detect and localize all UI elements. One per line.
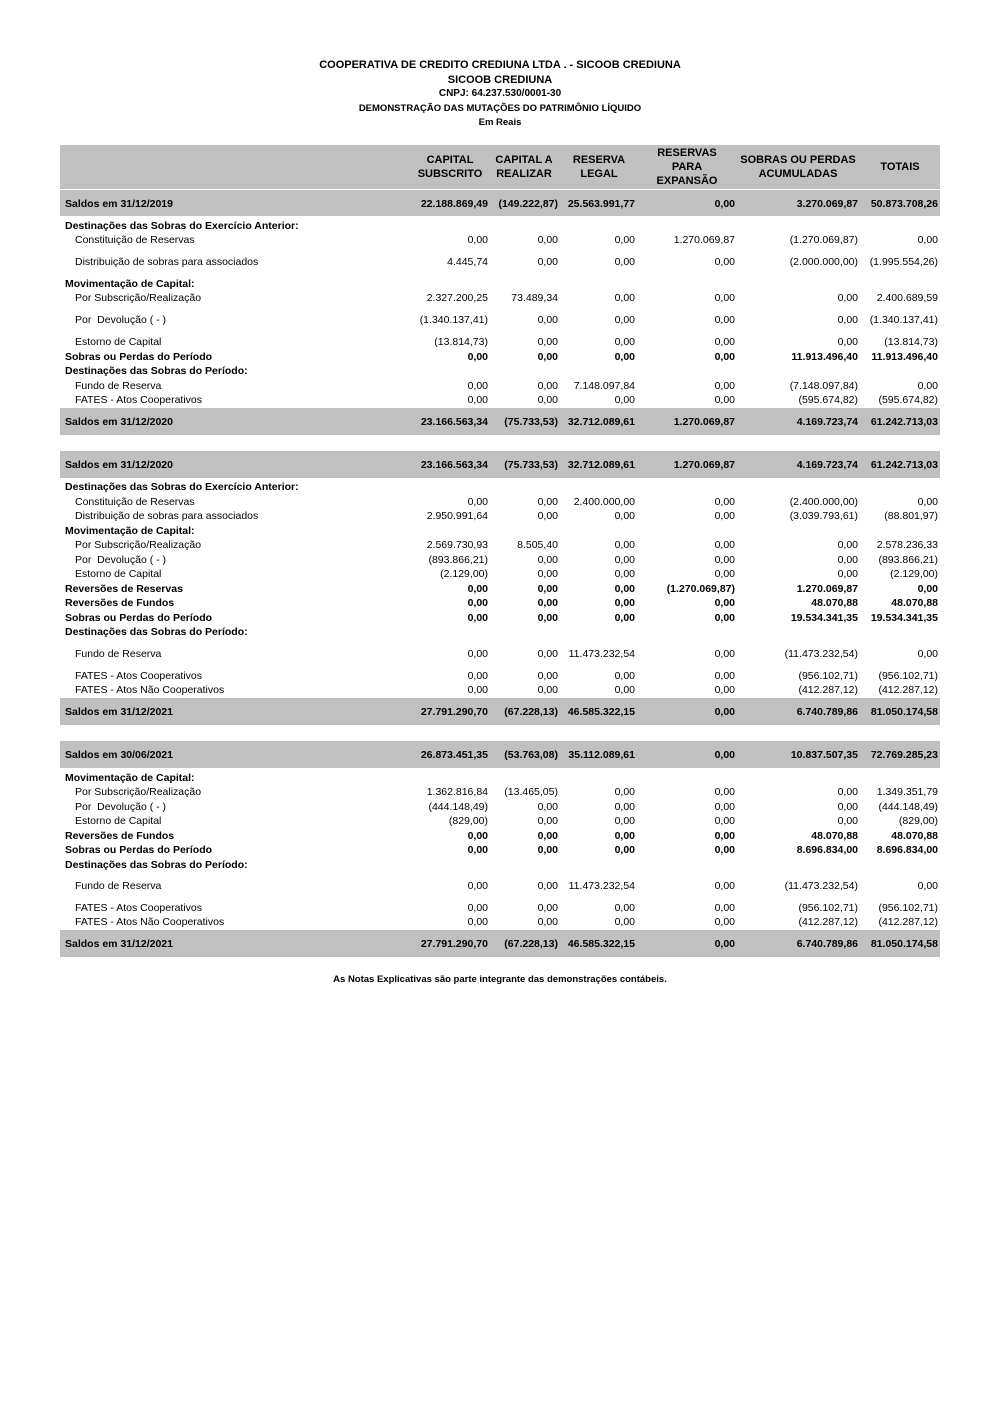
cell-totais: 0,00 [917,648,938,660]
cell-totais: 2.400.689,59 [876,292,938,304]
cell-reservas-expansao: 0,00 [714,394,735,406]
cell-capital-a-realizar: (13.465,05) [504,786,558,798]
row-label: Destinações das Sobras do Exercício Anterior: [65,220,299,232]
cell-sobras-perdas: 0,00 [837,292,858,304]
cell-reservas-expansao: 0,00 [714,902,735,914]
row-label: Saldos em 31/12/2020 [65,459,173,471]
cell-reserva-legal: 0,00 [614,510,635,522]
row-label: Fundo de Reserva [75,648,162,660]
row-label: Por Devolução ( - ) [75,314,167,326]
cell-capital-a-realizar: 0,00 [537,234,558,246]
cell-reservas-expansao: 0,00 [714,380,735,392]
cell-reservas-expansao: 0,00 [714,496,735,508]
cell-totais: (1.340.137,41) [869,314,938,326]
cell-reservas-expansao: 0,00 [714,916,735,928]
row-label: Movimentação de Capital: [65,525,195,537]
cell-totais: 19.534.341,35 [870,612,938,624]
cell-reservas-expansao: (1.270.069,87) [666,583,735,595]
cell-reservas-expansao: 0,00 [714,815,735,827]
cell-reserva-legal: 32.712.089,61 [567,416,635,428]
cell-reserva-legal: 11.473.232,54 [568,880,635,892]
col-capital-a-realizar-line2: REALIZAR [496,168,552,180]
cell-capital-a-realizar: 0,00 [537,496,558,508]
cell-reserva-legal: 0,00 [614,394,635,406]
row-label: Destinações das Sobras do Período: [65,365,248,377]
cell-capital-subscrito: 23.166.563,34 [420,459,488,471]
row-label: Por Devolução ( - ) [75,554,167,566]
cell-totais: 1.349.351,79 [876,786,938,798]
cell-sobras-perdas: (595.674,82) [798,394,858,406]
cell-reserva-legal: 0,00 [614,314,635,326]
cell-reservas-expansao: 0,00 [714,539,735,551]
cell-sobras-perdas: 1.270.069,87 [796,583,858,595]
cell-capital-a-realizar: (67.228,13) [504,706,558,718]
col-capital-subscrito [412,153,488,181]
cell-sobras-perdas: 0,00 [837,336,858,348]
cell-reserva-legal: 0,00 [614,786,635,798]
row-label: FATES - Atos Não Cooperativos [75,684,225,696]
cell-sobras-perdas: (412.287,12) [798,684,858,696]
cell-sobras-perdas: 11.913.496,40 [791,351,858,363]
cell-reserva-legal: 7.148.097,84 [573,380,635,392]
cell-reservas-expansao: 0,00 [714,351,735,363]
cell-sobras-perdas: 48.070,88 [811,597,858,609]
cell-reservas-expansao: 0,00 [714,801,735,813]
cell-totais: 0,00 [917,380,938,392]
cell-reserva-legal: 46.585.322,15 [567,938,635,950]
cell-capital-subscrito: 0,00 [467,916,488,928]
cell-sobras-perdas: 0,00 [837,314,858,326]
cell-reservas-expansao: 0,00 [714,749,735,761]
document-header [0,58,1000,131]
cell-sobras-perdas: 0,00 [837,815,858,827]
cell-reservas-expansao: 0,00 [714,880,735,892]
cell-reservas-expansao: 0,00 [714,510,735,522]
cell-capital-subscrito: 22.188.869,49 [420,198,488,210]
row-label: Por Subscrição/Realização [75,539,202,551]
cell-sobras-perdas: (11.473.232,54) [784,880,858,892]
cell-totais: (595.674,82) [878,394,938,406]
cell-totais: 0,00 [917,496,938,508]
cell-reserva-legal: 0,00 [614,234,635,246]
col-reservas-expansao [645,146,729,188]
cell-totais: (956.102,71) [878,670,938,682]
cell-capital-subscrito: 0,00 [467,583,488,595]
row-label: Fundo de Reserva [75,880,162,892]
col-capital-a-realizar-line1: CAPITAL A [495,154,553,166]
col-reservas-expansao-line1: RESERVAS [657,147,717,159]
cell-sobras-perdas: 0,00 [837,801,858,813]
cell-capital-a-realizar: 0,00 [537,394,558,406]
row-label: Estorno de Capital [75,336,162,348]
row-label: Saldos em 31/12/2021 [65,938,173,950]
cell-sobras-perdas: 6.740.789,86 [796,938,858,950]
cell-reserva-legal: 0,00 [614,336,635,348]
row-label: Destinações das Sobras do Exercício Anterior: [65,481,299,493]
cell-capital-subscrito: 27.791.290,70 [420,938,488,950]
cell-reservas-expansao: 0,00 [714,568,735,580]
cell-capital-subscrito: 23.166.563,34 [420,416,488,428]
cell-capital-subscrito: 1.362.816,84 [426,786,488,798]
cell-reservas-expansao: 0,00 [714,198,735,210]
row-label: Por Devolução ( - ) [75,801,167,813]
row-label: Movimentação de Capital: [65,278,195,290]
row-label: FATES - Atos Cooperativos [75,902,203,914]
cell-sobras-perdas: 3.270.069,87 [796,198,858,210]
row-label: FATES - Atos Não Cooperativos [75,916,225,928]
cell-totais: 81.050.174,58 [870,706,938,718]
cell-capital-a-realizar: 8.505,40 [517,539,558,551]
cell-capital-a-realizar: 0,00 [537,801,558,813]
cell-capital-subscrito: 0,00 [467,612,488,624]
cell-reserva-legal: 0,00 [614,292,635,304]
cell-reserva-legal: 0,00 [614,815,635,827]
cell-reservas-expansao: 0,00 [714,670,735,682]
cell-capital-a-realizar: 0,00 [537,336,558,348]
cell-reserva-legal: 32.712.089,61 [567,459,635,471]
cell-reservas-expansao: 1.270.069,87 [673,459,735,471]
currency-unit: Em Reais [478,117,522,128]
cell-capital-a-realizar: 0,00 [537,351,558,363]
cell-totais: 2.578.236,33 [876,539,938,551]
cell-reservas-expansao: 1.270.069,87 [673,416,735,428]
cell-totais: 81.050.174,58 [870,938,938,950]
cell-capital-a-realizar: 0,00 [537,648,558,660]
cell-totais: 0,00 [917,880,938,892]
cell-reserva-legal: 0,00 [614,612,635,624]
row-label: Destinações das Sobras do Período: [65,626,248,638]
cell-sobras-perdas: (1.270.069,87) [789,234,858,246]
row-label: Sobras ou Perdas do Período [65,612,213,624]
cell-capital-subscrito: 4.445,74 [447,256,488,268]
cell-totais: 61.242.713,03 [870,459,938,471]
cell-capital-subscrito: (893.866,21) [428,554,488,566]
cell-totais: 72.769.285,23 [870,749,938,761]
row-label: Movimentação de Capital: [65,772,195,784]
col-reservas-expansao-line3: EXPANSÃO [656,175,718,187]
cell-capital-a-realizar: 0,00 [537,583,558,595]
cell-reserva-legal: 0,00 [614,597,635,609]
cell-reserva-legal: 0,00 [614,554,635,566]
cell-capital-a-realizar: (75.733,53) [504,459,558,471]
cell-totais: (1.995.554,26) [869,256,938,268]
col-sobras-perdas-line1: SOBRAS OU PERDAS [740,154,856,166]
cell-totais: 11.913.496,40 [871,351,938,363]
cell-sobras-perdas: 4.169.723,74 [796,459,858,471]
cell-reserva-legal: 11.473.232,54 [568,648,635,660]
row-label: Reversões de Fundos [65,597,175,609]
cell-sobras-perdas: 19.534.341,35 [790,612,858,624]
cell-sobras-perdas: 0,00 [837,786,858,798]
cell-totais: (444.148,49) [878,801,938,813]
row-label: Saldos em 31/12/2019 [65,198,173,210]
cell-sobras-perdas: (3.039.793,61) [789,510,858,522]
cell-reservas-expansao: 0,00 [714,844,735,856]
cell-reservas-expansao: 0,00 [714,336,735,348]
cell-capital-a-realizar: 0,00 [537,314,558,326]
cell-reserva-legal: 0,00 [614,916,635,928]
cell-capital-a-realizar: (67.228,13) [504,938,558,950]
cell-reserva-legal: 0,00 [614,256,635,268]
cell-reserva-legal: 46.585.322,15 [567,706,635,718]
col-reserva-legal-line1: RESERVA [572,154,626,166]
cell-reserva-legal: 0,00 [614,583,635,595]
cell-capital-subscrito: 0,00 [467,844,488,856]
cell-reserva-legal: 0,00 [614,568,635,580]
cell-reservas-expansao: 1.270.069,87 [673,234,735,246]
row-label: Por Subscrição/Realização [75,292,202,304]
cell-capital-subscrito: (13.814,73) [434,336,488,348]
cell-reserva-legal: 0,00 [614,902,635,914]
cell-reservas-expansao: 0,00 [714,292,735,304]
row-label: Sobras ou Perdas do Período [65,844,213,856]
cell-capital-a-realizar: 0,00 [537,612,558,624]
cell-totais: 8.696.834,00 [876,844,938,856]
col-reservas-expansao-line2: PARA [671,161,703,173]
cell-capital-subscrito: (2.129,00) [440,568,488,580]
cell-sobras-perdas: (2.000.000,00) [789,256,858,268]
row-label: Saldos em 30/06/2021 [65,749,173,761]
cell-capital-a-realizar: 0,00 [537,684,558,696]
row-label: Sobras ou Perdas do Período [65,351,213,363]
cell-capital-subscrito: 0,00 [467,597,488,609]
cell-capital-subscrito: (1.340.137,41) [419,314,488,326]
cell-sobras-perdas: 4.169.723,74 [796,416,858,428]
cell-totais: 50.873.708,26 [870,198,938,210]
cell-totais: (956.102,71) [878,902,938,914]
cell-capital-subscrito: 0,00 [467,684,488,696]
cell-reserva-legal: 0,00 [614,830,635,842]
cell-reserva-legal: 35.112.089,61 [568,749,635,761]
cell-capital-a-realizar: 0,00 [537,902,558,914]
cell-totais: (412.287,12) [878,684,938,696]
cell-sobras-perdas: 48.070,88 [811,830,858,842]
cell-reserva-legal: 0,00 [614,539,635,551]
cell-capital-subscrito: 0,00 [467,880,488,892]
statement-title: DEMONSTRAÇÃO DAS MUTAÇÕES DO PATRIMÔNIO LÍQUIDO [358,102,642,114]
row-label: Destinações das Sobras do Período: [65,859,248,871]
cell-capital-subscrito: 0,00 [467,496,488,508]
cell-sobras-perdas: (7.148.097,84) [789,380,858,392]
cell-sobras-perdas: 8.696.834,00 [796,844,858,856]
cell-totais: (412.287,12) [878,916,938,928]
cell-capital-a-realizar: 0,00 [537,256,558,268]
cell-reservas-expansao: 0,00 [714,786,735,798]
company-name: COOPERATIVA DE CREDITO CREDIUNA LTDA . - SICOOB CREDIUNA [319,59,681,71]
row-label: Distribuição de sobras para associados [75,510,259,522]
cell-capital-a-realizar: 0,00 [537,510,558,522]
col-capital-subscrito-line1: CAPITAL [426,154,474,166]
cell-reservas-expansao: 0,00 [714,612,735,624]
cell-capital-subscrito: 2.327.200,25 [426,292,488,304]
cell-capital-a-realizar: (149.222,87) [498,198,558,210]
row-label: Constituição de Reservas [75,496,195,508]
row-label: Reversões de Fundos [65,830,175,842]
cell-reserva-legal: 0,00 [614,801,635,813]
cell-totais: 48.070,88 [891,830,938,842]
cell-sobras-perdas: (2.400.000,00) [789,496,858,508]
col-reserva-legal [563,153,635,181]
row-label: Fundo de Reserva [75,380,162,392]
row-label: FATES - Atos Cooperativos [75,670,203,682]
cell-capital-a-realizar: 0,00 [537,568,558,580]
cell-totais: (2.129,00) [890,568,938,580]
col-capital-subscrito-line2: SUBSCRITO [417,168,483,180]
cell-capital-a-realizar: 0,00 [537,380,558,392]
cell-reservas-expansao: 0,00 [714,706,735,718]
cell-totais: (13.814,73) [884,336,938,348]
cell-capital-a-realizar: 0,00 [537,597,558,609]
row-label: FATES - Atos Cooperativos [75,394,203,406]
cell-capital-subscrito: 0,00 [467,394,488,406]
cell-sobras-perdas: 0,00 [837,568,858,580]
cell-totais: 0,00 [917,583,938,595]
cell-reservas-expansao: 0,00 [714,256,735,268]
cell-reservas-expansao: 0,00 [714,938,735,950]
cell-reservas-expansao: 0,00 [714,554,735,566]
cell-reservas-expansao: 0,00 [714,314,735,326]
col-sobras-perdas [735,153,861,181]
cell-sobras-perdas: 0,00 [837,554,858,566]
cell-sobras-perdas: (956.102,71) [798,902,858,914]
col-sobras-perdas-line2: ACUMULADAS [758,168,838,180]
cell-capital-a-realizar: 0,00 [537,670,558,682]
cell-capital-a-realizar: 0,00 [537,880,558,892]
cell-reservas-expansao: 0,00 [714,830,735,842]
cell-reserva-legal: 0,00 [614,844,635,856]
cell-reservas-expansao: 0,00 [714,597,735,609]
cell-capital-subscrito: 2.569.730,93 [426,539,488,551]
col-capital-a-realizar [489,153,559,181]
cell-capital-a-realizar: 0,00 [537,815,558,827]
cell-reservas-expansao: 0,00 [714,648,735,660]
cell-capital-subscrito: 27.791.290,70 [420,706,488,718]
cell-capital-a-realizar: (75.733,53) [504,416,558,428]
cell-reserva-legal: 2.400.000,00 [573,496,635,508]
cell-capital-a-realizar: (53.763,08) [504,749,558,761]
col-reserva-legal-line2: LEGAL [580,168,618,180]
cell-reserva-legal: 25.563.991,77 [567,198,635,210]
col-totais [866,160,934,174]
cell-totais: (88.801,97) [884,510,938,522]
cell-capital-subscrito: 0,00 [467,648,488,660]
cell-capital-a-realizar: 0,00 [537,554,558,566]
cell-capital-subscrito: (444.148,49) [428,801,488,813]
cell-capital-subscrito: (829,00) [448,815,488,827]
company-short-name: SICOOB CREDIUNA [447,73,553,86]
cell-capital-subscrito: 0,00 [467,902,488,914]
footer-note: As Notas Explicativas são parte integrante das demonstrações contábeis. [333,974,667,985]
cell-capital-subscrito: 0,00 [467,670,488,682]
cell-sobras-perdas: 10.837.507,35 [790,749,858,761]
cell-reserva-legal: 0,00 [614,684,635,696]
cell-capital-a-realizar: 73.489,34 [511,292,558,304]
row-label: Distribuição de sobras para associados [75,256,259,268]
cell-capital-subscrito: 0,00 [467,830,488,842]
cell-capital-subscrito: 0,00 [467,234,488,246]
row-label: Por Subscrição/Realização [75,786,202,798]
row-label: Estorno de Capital [75,815,162,827]
row-label: Constituição de Reservas [75,234,195,246]
cell-sobras-perdas: 6.740.789,86 [796,706,858,718]
cell-sobras-perdas: (412.287,12) [798,916,858,928]
cell-capital-subscrito: 26.873.451,35 [420,749,488,761]
cell-sobras-perdas: 0,00 [837,539,858,551]
cell-sobras-perdas: (956.102,71) [798,670,858,682]
cell-capital-subscrito: 0,00 [467,380,488,392]
cell-capital-subscrito: 2.950.991,64 [426,510,488,522]
cell-sobras-perdas: (11.473.232,54) [784,648,858,660]
cell-reserva-legal: 0,00 [614,351,635,363]
cell-capital-a-realizar: 0,00 [537,916,558,928]
cell-totais: (893.866,21) [878,554,938,566]
cell-capital-a-realizar: 0,00 [537,830,558,842]
cell-totais: (829,00) [898,815,938,827]
cell-totais: 48.070,88 [891,597,938,609]
cell-reservas-expansao: 0,00 [714,684,735,696]
cell-totais: 61.242.713,03 [870,416,938,428]
cell-reserva-legal: 0,00 [614,670,635,682]
cell-capital-a-realizar: 0,00 [537,844,558,856]
row-label: Saldos em 31/12/2020 [65,416,173,428]
col-totais-line1: TOTAIS [880,161,920,173]
row-label: Saldos em 31/12/2021 [65,706,173,718]
row-label: Reversões de Reservas [65,583,183,595]
cell-totais: 0,00 [917,234,938,246]
cnpj: CNPJ: 64.237.530/0001-30 [438,88,562,99]
row-label: Estorno de Capital [75,568,162,580]
cell-capital-subscrito: 0,00 [467,351,488,363]
